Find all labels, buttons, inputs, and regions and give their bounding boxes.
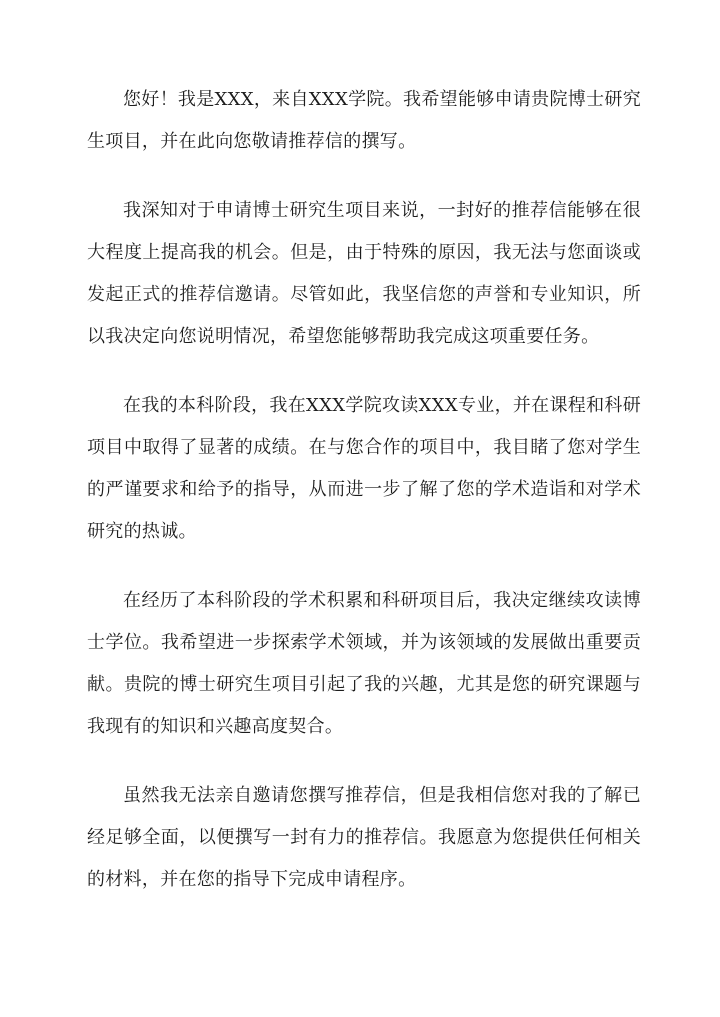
paragraph-greeting: 您好！我是XXX，来自XXX学院。我希望能够申请贵院博士研究生项目，并在此向您敬请推荐信的撰写。 (87, 89, 641, 152)
paragraph-background: 在我的本科阶段，我在XXX学院攻读XXX专业，并在课程和科研项目中取得了显著的成绩。在与您合作的项目中，我目睹了您对学生的严谨要求和给予的指导，从而进一步了解了您的学术造诣和对学术研究的热诚。 (87, 395, 641, 542)
letter-body (87, 79, 641, 928)
paragraph-request: 我深知对于申请博士研究生项目来说，一封好的推荐信能够在很大程度上提高我的机会。但是，由于特殊的原因，我无法与您面谈或发起正式的推荐信邀请。尽管如此，我坚信您的声誉和专业知识，所以我决定向您说明情况，希望您能够帮助我完成这项重要任务。 (87, 200, 641, 347)
paragraph-motivation: 在经历了本科阶段的学术积累和科研项目后，我决定继续攻读博士学位。我希望进一步探索学术领域，并为该领域的发展做出重要贡献。贵院的博士研究生项目引起了我的兴趣，尤其是您的研究课题与我现有的知识和兴趣高度契合。 (87, 590, 641, 737)
paragraph-closing: 虽然我无法亲自邀请您撰写推荐信，但是我相信您对我的了解已经足够全面，以便撰写一封有力的推荐信。我愿意为您提供任何相关的材料，并在您的指导下完成申请程序。 (87, 785, 641, 890)
